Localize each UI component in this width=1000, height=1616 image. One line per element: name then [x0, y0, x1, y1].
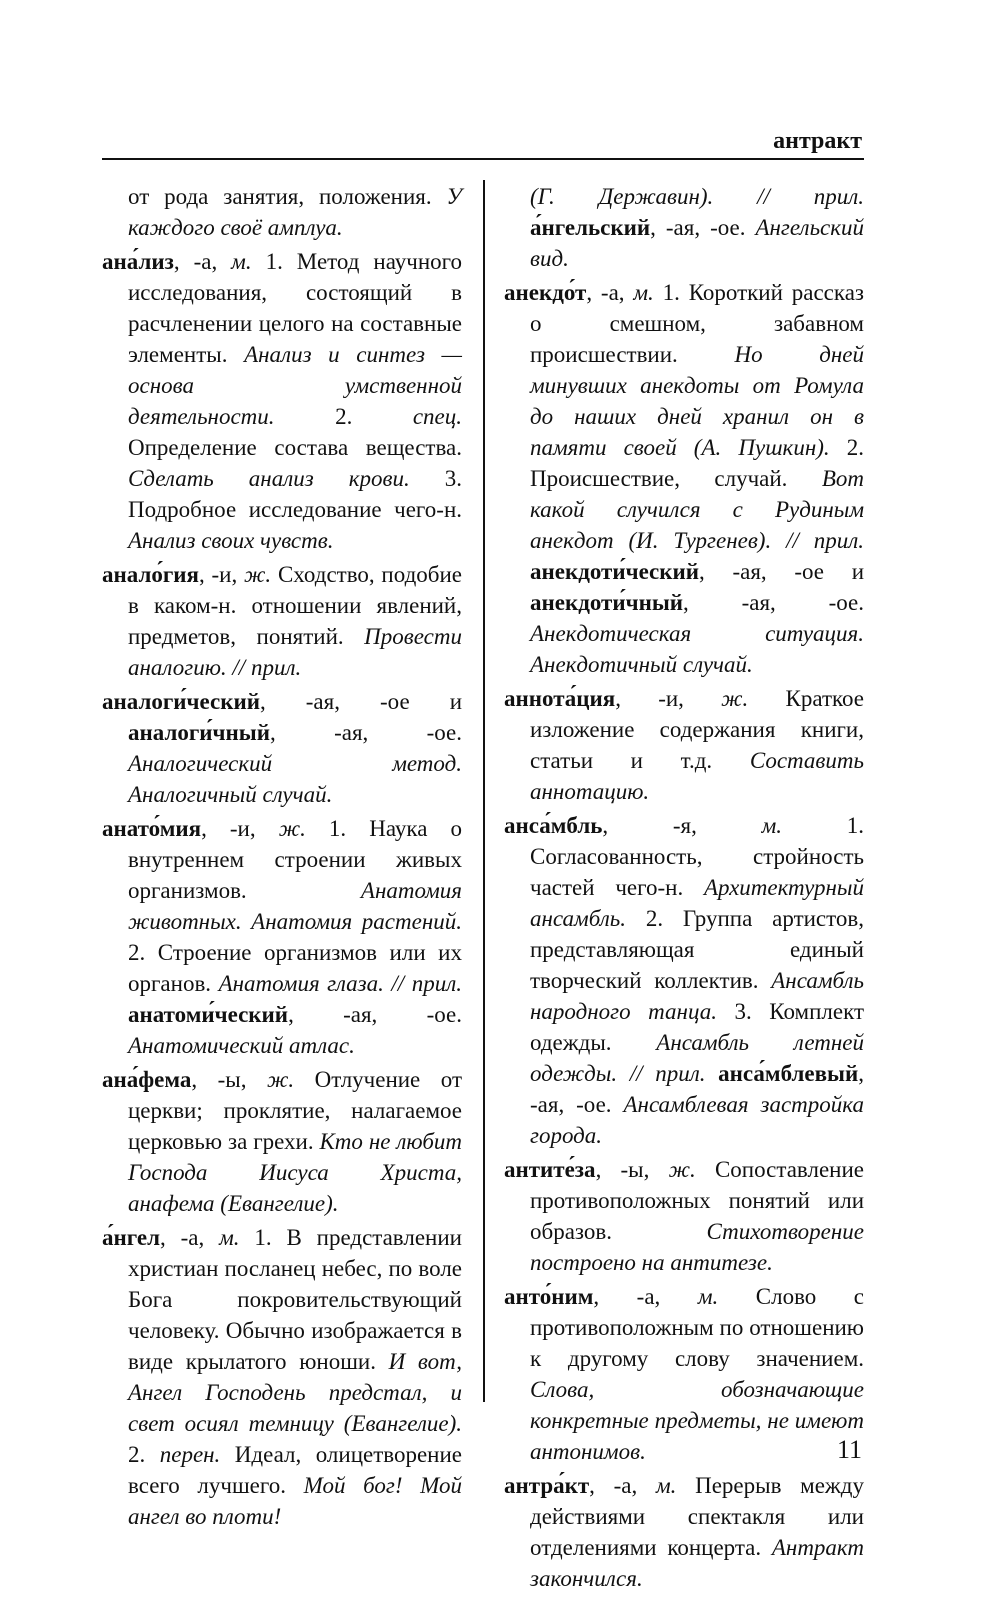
- example-text: Анекдотическая ситуация. Анекдотичный случай.: [530, 621, 864, 677]
- dictionary-entry: [504, 1154, 864, 1278]
- example-text: Ансамбль летней одежды. // прил.: [530, 1030, 864, 1086]
- grammar-label: ж.: [278, 816, 306, 841]
- dictionary-entry: [504, 683, 864, 807]
- headword: антра́кт: [504, 1473, 590, 1498]
- definition-text: [706, 1061, 719, 1086]
- derived-headword: анса́мблевый: [718, 1061, 859, 1086]
- definition-text: 1. Метод научного исследования, состоящий в расчленении целого на составные элементы.: [128, 249, 462, 367]
- derived-headword: анекдоти́чный: [530, 590, 684, 615]
- derived-headword: а́нгельский: [530, 215, 651, 240]
- definition-text: , -ая, -ое.: [530, 1061, 864, 1117]
- dictionary-entry: [102, 1222, 462, 1532]
- example-text: Но дней минувших анекдоты от Ромула до наших дней хранил он в памяти своей (А. Пушкин).: [530, 342, 864, 460]
- example-text: Ансамбль народного танца.: [530, 968, 864, 1024]
- example-text: Ансамблевая застройка города.: [530, 1092, 864, 1148]
- grammar-label: м.: [231, 249, 252, 274]
- grammar-label: м.: [655, 1473, 677, 1498]
- headword: аннота́ция: [504, 686, 616, 711]
- headword: ана́лиз: [102, 249, 174, 274]
- derived-headword: аналоги́чный: [128, 720, 270, 745]
- definition-text: , -ая, -ое.: [270, 720, 462, 745]
- definition-text: , -а,: [586, 280, 634, 305]
- definition-text: , -ы,: [191, 1067, 267, 1092]
- example-text: Анатомический атлас.: [128, 1033, 355, 1058]
- definition-text: 2. Происшествие, случай.: [530, 435, 865, 491]
- definition-text: , -и,: [199, 562, 245, 587]
- dictionary-entry: [102, 686, 462, 810]
- dictionary-entry: [102, 246, 462, 556]
- definition-text: 2. Строение организмов или их органов.: [128, 940, 462, 996]
- definition-text: Идеал, олицетворение всего лучшего.: [128, 1442, 462, 1498]
- definition-text: , -а,: [173, 249, 232, 274]
- dictionary-entry: [504, 810, 864, 1151]
- dictionary-entry: [504, 277, 864, 680]
- definition-text: Определение состава вещества.: [128, 435, 462, 460]
- headword: аналоги́ческий: [102, 689, 260, 714]
- headword: ана́фема: [102, 1067, 192, 1092]
- dictionary-entry: [102, 559, 462, 683]
- dictionary-entry: [102, 813, 462, 1061]
- definition-text: 1. Короткий рассказ о смешном, забавном происшествии.: [530, 280, 864, 367]
- example-text: И вот, Ангел Господень предстал, и свет осиял темницу (Евангелие).: [128, 1349, 462, 1436]
- headword: анекдо́т: [504, 280, 587, 305]
- header-rule: [102, 158, 864, 160]
- column-right: [504, 181, 864, 1597]
- example-text: Вот какой случился с Рудиным анекдот (И. Тургенев). // прил.: [530, 466, 864, 553]
- example-text: Стихотворение построено на антитезе.: [530, 1219, 864, 1275]
- headword: а́нгел: [102, 1225, 161, 1250]
- column-divider: [483, 180, 485, 1402]
- dictionary-entry: [504, 1281, 864, 1467]
- example-text: Анатомия глаза. // прил.: [218, 971, 463, 996]
- definition-text: , -а,: [589, 1473, 656, 1498]
- running-head: антракт: [773, 128, 862, 154]
- grammar-label: м.: [633, 280, 654, 305]
- grammar-label: м.: [697, 1284, 719, 1309]
- grammar-label: ж.: [721, 686, 749, 711]
- definition-text: 2.: [274, 404, 413, 429]
- definition-text: , -и,: [615, 686, 722, 711]
- derived-headword: анатоми́ческий: [128, 1002, 289, 1027]
- definition-text: Слово с противоположным по отношению к другому слову значением.: [530, 1284, 864, 1371]
- dictionary-entry: [504, 1470, 864, 1594]
- definition-text: , -а,: [160, 1225, 220, 1250]
- entry-continuation: [504, 181, 864, 274]
- grammar-label: м.: [219, 1225, 240, 1250]
- dictionary-entry: [102, 1064, 462, 1219]
- entry-continuation: [102, 181, 462, 243]
- definition-text: , -ая, -ое.: [683, 590, 864, 615]
- definition-text: , -а,: [593, 1284, 698, 1309]
- grammar-label: м.: [761, 813, 783, 838]
- headword: анса́мбль: [504, 813, 603, 838]
- grammar-label: ж.: [266, 1067, 295, 1092]
- definition-text: , -ая, -ое.: [288, 1002, 462, 1027]
- example-text: Слова, обозначающие конкретные предметы, не имеют антонимов.: [530, 1377, 864, 1464]
- definition-text: 1. В представлении христиан посланец небес, по воле Бога покровительствующий человеку. Обычно изображается в виде крылатого юноши.: [128, 1225, 462, 1374]
- example-text: Мой бог! Мой ангел во плоти!: [128, 1473, 462, 1529]
- example-text: Архитектурный ансамбль.: [530, 875, 864, 931]
- definition-text: от рода занятия, положения.: [128, 184, 447, 209]
- definition-text: Перерыв между действиями спектакля или отделениями концерта.: [530, 1473, 864, 1560]
- example-text: Аналогический метод. Аналогичный случай.: [128, 751, 462, 807]
- definition-text: Сопоставление противоположных понятий или образов.: [530, 1157, 864, 1244]
- definition-text: , -и,: [201, 816, 279, 841]
- definition-text: , -ы,: [595, 1157, 669, 1182]
- headword: анато́мия: [102, 816, 202, 841]
- headword: антите́за: [504, 1157, 596, 1182]
- example-text: Провести аналогию. // прил.: [128, 624, 462, 680]
- example-text: Анализ своих чувств.: [128, 528, 334, 553]
- derived-headword: анекдоти́ческий: [530, 559, 700, 584]
- definition-text: , -ая, -ое.: [650, 215, 756, 240]
- definition-text: 3. Комплект одежды.: [530, 999, 864, 1055]
- grammar-label: ж.: [668, 1157, 696, 1182]
- definition-text: 1. Наука о внутреннем строении живых организмов.: [128, 816, 463, 903]
- example-text: Кто не любит Господа Иисуса Христа, анафема (Евангелие).: [128, 1129, 463, 1216]
- definition-text: , -я,: [602, 813, 762, 838]
- definition-text: Отлучение от церкви; проклятие, налагаемое церковью за грехи.: [128, 1067, 462, 1154]
- example-text: Сделать анализ крови.: [128, 466, 410, 491]
- grammar-label: перен.: [159, 1442, 221, 1467]
- definition-text: , -ая, -ое и: [699, 559, 864, 584]
- definition-text: 2. Группа артистов, представляющая единый творческий коллектив.: [530, 906, 864, 993]
- example-text: Составить аннотацию.: [530, 748, 864, 804]
- grammar-label: ж.: [244, 562, 272, 587]
- definition-text: Краткое изложение содержания книги, статьи и т.д.: [530, 686, 864, 773]
- headword: анало́гия: [102, 562, 199, 587]
- page-number: 11: [836, 1435, 862, 1464]
- column-left: [102, 181, 462, 1535]
- definition-text: , -ая, -ое и: [259, 689, 462, 714]
- grammar-label: спец.: [412, 404, 462, 429]
- example-text: Ангельский вид.: [530, 215, 864, 271]
- example-text: (Г. Державин). // прил.: [530, 184, 864, 209]
- definition-text: Сходство, подобие в каком-н. отношении явлений, предметов, понятий.: [128, 562, 462, 649]
- example-text: Антракт закончился.: [530, 1535, 864, 1591]
- definition-text: 2.: [128, 1442, 160, 1467]
- definition-text: 3. Подробное исследование чего-н.: [128, 466, 463, 522]
- headword: анто́ним: [504, 1284, 594, 1309]
- example-text: Анализ и синтез — основа умственной деятельности.: [128, 342, 462, 429]
- example-text: Анатомия животных. Анатомия растений.: [128, 878, 462, 934]
- example-text: У каждого своё амплуа.: [128, 184, 462, 240]
- definition-text: 1. Согласованность, стройность частей чего-н.: [530, 813, 864, 900]
